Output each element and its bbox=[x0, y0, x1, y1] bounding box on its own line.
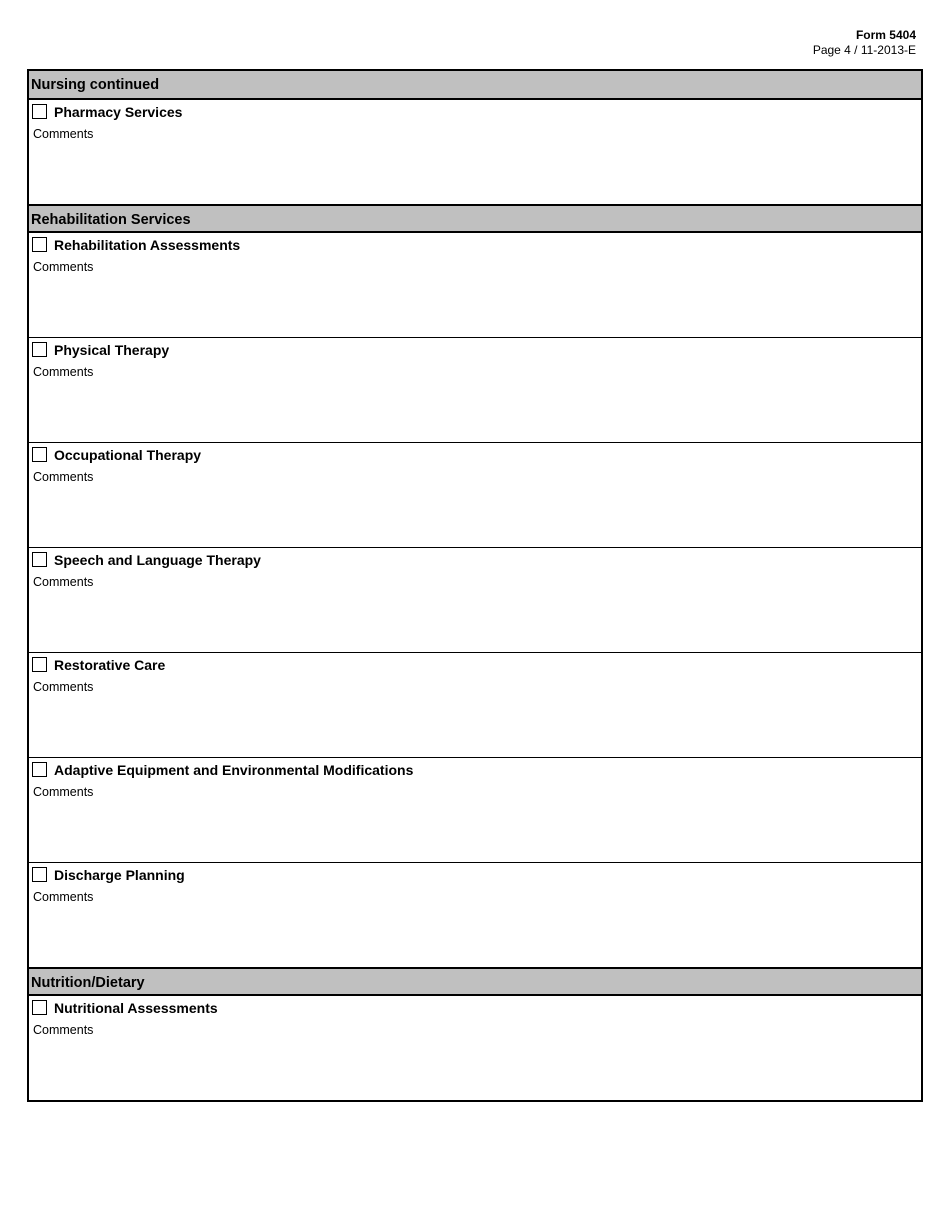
comments-field[interactable] bbox=[33, 277, 917, 333]
comments-label: Comments bbox=[33, 890, 94, 904]
service-label: Physical Therapy bbox=[54, 341, 170, 358]
service-item bbox=[29, 547, 921, 652]
service-checkbox[interactable] bbox=[32, 762, 47, 777]
comments-label: Comments bbox=[33, 127, 94, 141]
service-label: Adaptive Equipment and Environmental Modifications bbox=[54, 761, 414, 778]
service-checkbox[interactable] bbox=[32, 104, 47, 119]
service-item bbox=[29, 337, 921, 442]
comments-label: Comments bbox=[33, 1023, 94, 1037]
comments-field[interactable] bbox=[33, 382, 917, 438]
page-info: Page 4 / 11-2013-E bbox=[812, 43, 916, 57]
service-label: Pharmacy Services bbox=[54, 103, 183, 120]
comments-field[interactable] bbox=[33, 487, 917, 543]
service-item-row bbox=[32, 341, 169, 358]
comments-field[interactable] bbox=[33, 907, 917, 963]
service-item-row bbox=[32, 656, 165, 673]
service-label: Restorative Care bbox=[54, 656, 166, 673]
form-number: Form 5404 bbox=[855, 28, 916, 42]
comments-label: Comments bbox=[33, 680, 94, 694]
service-item bbox=[29, 233, 921, 337]
service-label: Occupational Therapy bbox=[54, 446, 202, 463]
service-label: Speech and Language Therapy bbox=[54, 551, 261, 568]
service-item-row bbox=[32, 446, 201, 463]
section-header: Nutrition/Dietary bbox=[29, 967, 921, 996]
service-item bbox=[29, 757, 921, 862]
section-header: Rehabilitation Services bbox=[29, 204, 921, 233]
service-label: Rehabilitation Assessments bbox=[54, 236, 241, 253]
service-checkbox[interactable] bbox=[32, 237, 47, 252]
service-checkbox[interactable] bbox=[32, 867, 47, 882]
comments-label: Comments bbox=[33, 785, 94, 799]
service-item bbox=[29, 996, 921, 1100]
comments-field[interactable] bbox=[33, 697, 917, 753]
service-label: Discharge Planning bbox=[54, 866, 185, 883]
service-item-row bbox=[32, 866, 185, 883]
service-checkbox[interactable] bbox=[32, 657, 47, 672]
service-label: Nutritional Assessments bbox=[54, 999, 218, 1016]
service-item-row bbox=[32, 999, 218, 1016]
service-item bbox=[29, 442, 921, 547]
section-header: Nursing continued bbox=[29, 71, 921, 100]
service-item bbox=[29, 652, 921, 757]
comments-field[interactable] bbox=[33, 1040, 917, 1096]
comments-label: Comments bbox=[33, 260, 94, 274]
comments-label: Comments bbox=[33, 470, 94, 484]
comments-field[interactable] bbox=[33, 802, 917, 858]
comments-label: Comments bbox=[33, 575, 94, 589]
service-item bbox=[29, 862, 921, 967]
form-header bbox=[813, 28, 916, 58]
service-item-row bbox=[32, 551, 261, 568]
comments-field[interactable] bbox=[33, 144, 917, 200]
service-item-row bbox=[32, 761, 413, 778]
service-checkbox[interactable] bbox=[32, 447, 47, 462]
service-checkbox[interactable] bbox=[32, 342, 47, 357]
comments-label: Comments bbox=[33, 365, 94, 379]
comments-field[interactable] bbox=[33, 592, 917, 648]
service-checkbox[interactable] bbox=[32, 552, 47, 567]
service-item-row bbox=[32, 236, 240, 253]
service-item bbox=[29, 100, 921, 204]
service-checkbox[interactable] bbox=[32, 1000, 47, 1015]
form-table bbox=[27, 69, 923, 1102]
service-item-row bbox=[32, 103, 182, 120]
